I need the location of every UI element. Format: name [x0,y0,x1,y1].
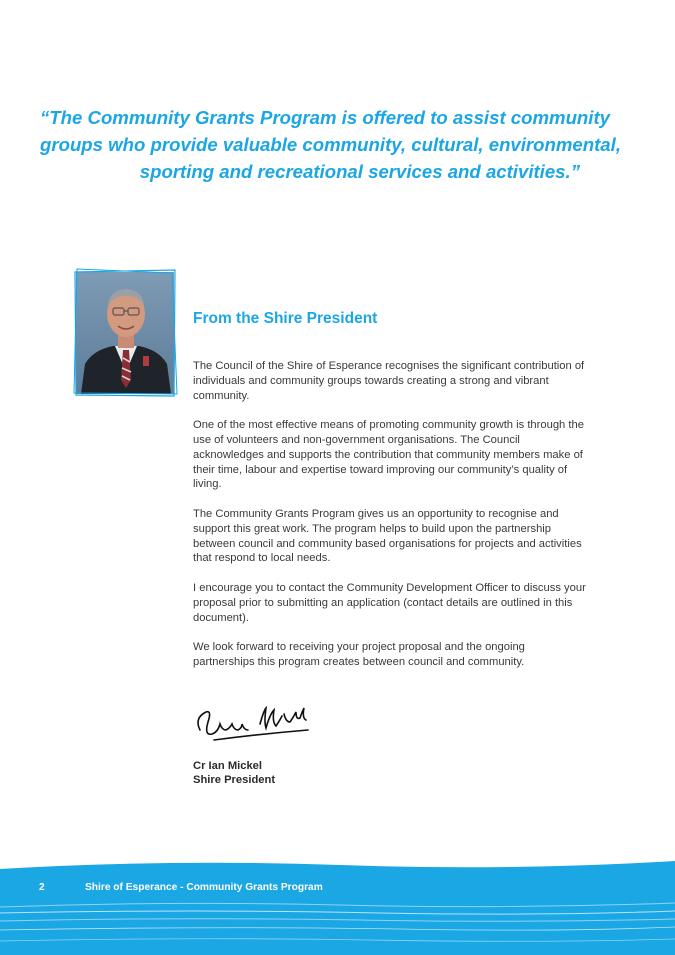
president-message [193,359,588,685]
message-paragraph: The Community Grants Program gives us an opportunity to recognise and support this great work. The program helps to build upon the partnership between council and community based organisations for projects and activities that respond to local needs. [193,507,582,565]
page-number: 2 [39,882,45,893]
pull-quote-line: “The Community Grants Program is offered to assist community [40,107,610,128]
message-paragraph: The Council of the Shire of Esperance recognises the significant contribution of individuals and community groups towards creating a strong and vibrant community. [193,360,585,402]
message-paragraph: One of the most effective means of promoting community growth is through the use of volunteers and non-government organisations. The Council acknowledges and supports the contribution that community members make of their time, labour and expertise toward improving our community’s quality of living. [193,419,584,491]
pull-quote-line: groups who provide valuable community, cultural, environmental, [40,134,621,155]
footer-title: Shire of Esperance - Community Grants Program [85,882,323,893]
signatory [193,759,275,787]
president-photo [73,268,179,398]
pull-quote [40,104,621,185]
message-paragraph: We look forward to receiving your project proposal and the ongoing partnerships this program creates between council and community. [193,641,525,668]
section-heading: From the Shire President [193,310,378,327]
pull-quote-line: sporting and recreational services and activities.” [139,161,580,182]
signatory-name: Cr Ian Mickel [193,760,263,772]
footer-band [0,855,675,955]
signatory-title: Shire President [193,774,276,786]
message-paragraph: I encourage you to contact the Community Development Officer to discuss your proposal prior to submitting an application (contact details are outlined in this document). [193,581,586,624]
handwritten-signature [190,700,320,748]
